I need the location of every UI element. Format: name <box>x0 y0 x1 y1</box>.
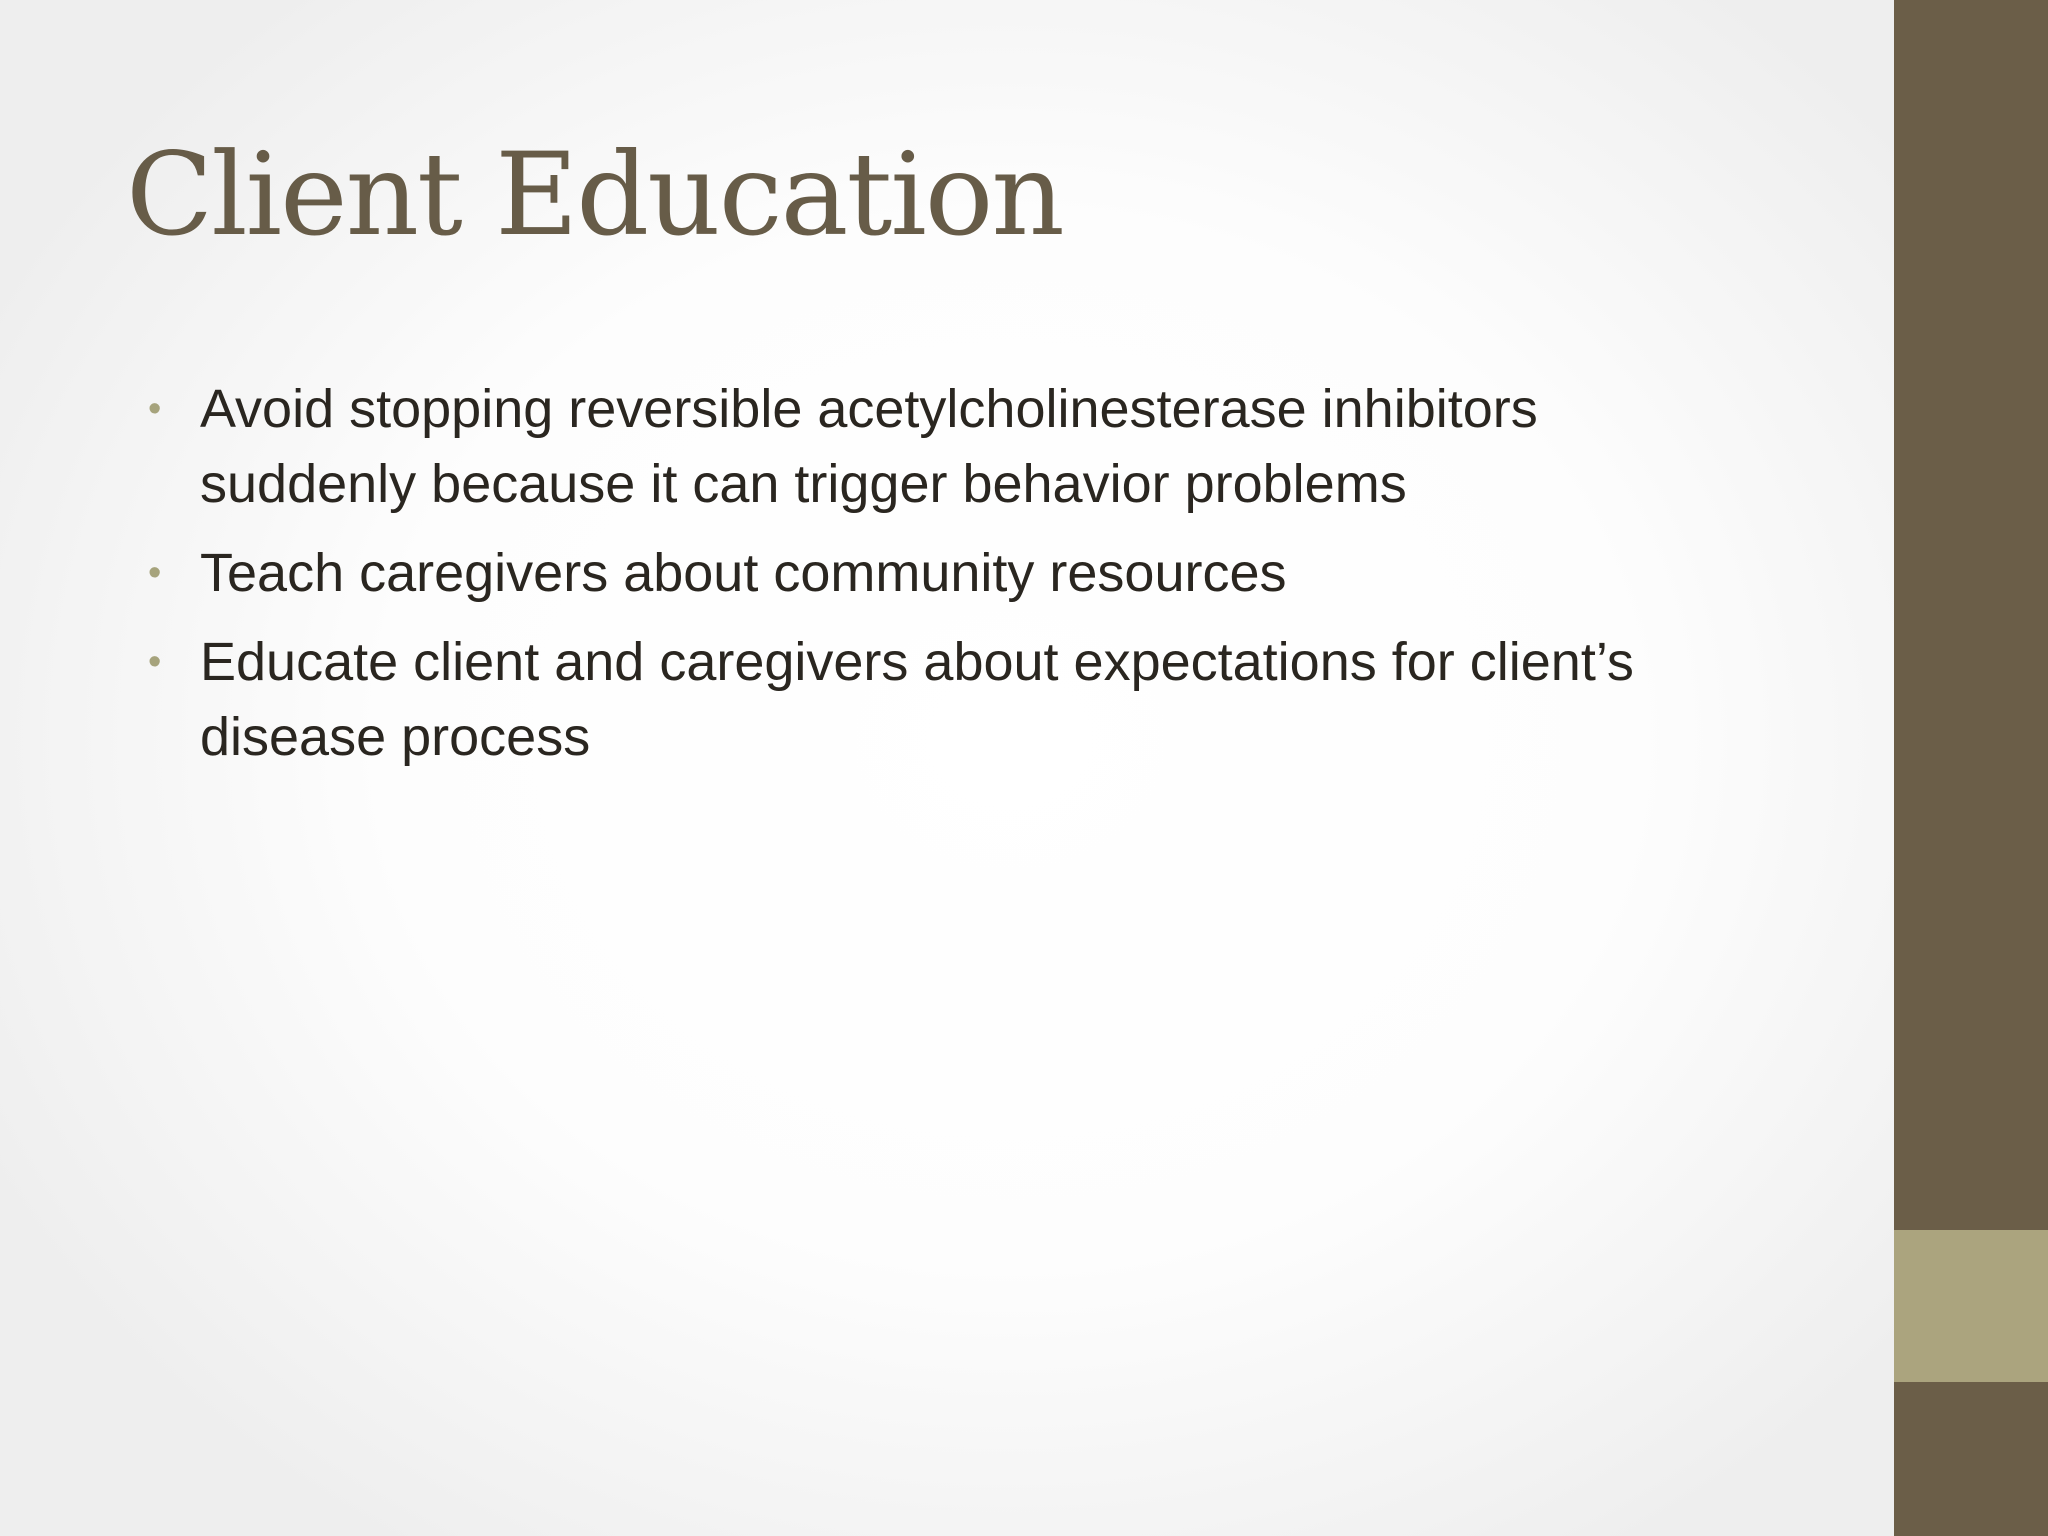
bullet-dot-icon: • <box>148 641 162 683</box>
bullet-dot-icon: • <box>148 388 162 430</box>
bullet-dot-icon: • <box>148 552 162 594</box>
bullet-item <box>148 536 1748 611</box>
bullet-item <box>148 625 1748 775</box>
bullet-text: Teach caregivers about community resources <box>200 543 1287 603</box>
decorative-sidebar-accent <box>1894 1230 2048 1382</box>
bullet-text: Educate client and caregivers about expectations for client’s disease process <box>200 632 1634 767</box>
bullet-item <box>148 372 1748 522</box>
slide-title: Client Education <box>126 128 1063 261</box>
bullet-list <box>148 372 1748 789</box>
bullet-text: Avoid stopping reversible acetylcholinesterase inhibitors suddenly because it can trigger behavior problems <box>200 379 1538 514</box>
